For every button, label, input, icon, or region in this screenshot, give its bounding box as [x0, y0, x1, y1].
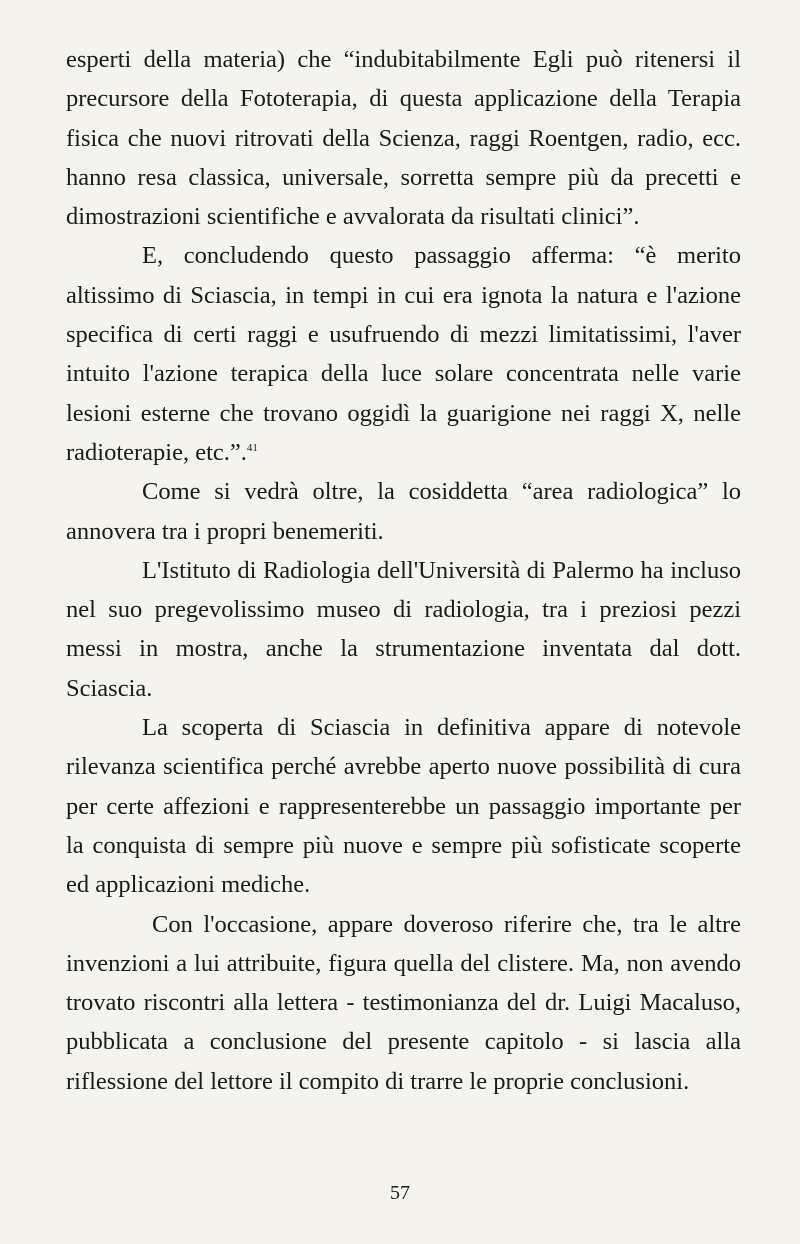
paragraph-5: La scoperta di Sciascia in definitiva appare di notevole rilevanza scientifica perché avrebbe aperto nuove possibilità di cura per certe affezioni e rappresenterebbe un passaggio importante per la conquista di sempre più nuove e sempre più sofisticate scoperte ed applicazioni mediche.: [66, 714, 741, 899]
paragraph-1: esperti della materia) che “indubitabilmente Egli può ritenersi il precursore della Fototerapia, di questa applicazione della Terapia fisica che nuovi ritrovati della Scienza, raggi Roentgen, radio, ecc. hanno resa classica, universale, sorretta sempre più da precetti e dimostrazioni scientifiche e avvalorata da risultati clinici”.: [66, 46, 741, 231]
paragraph-4: L'Istituto di Radiologia dell'Università di Palermo ha incluso nel suo pregevolissimo museo di radiologia, tra i preziosi pezzi messi in mostra, anche la strumentazione inventata dal dott. Sciascia.: [66, 556, 741, 702]
paragraph-3: Come si vedrà oltre, la cosiddetta “area radiologica” lo annovera tra i propri benemeriti.: [66, 478, 741, 545]
page-number: 57: [390, 1182, 410, 1204]
paragraph-2: [66, 236, 741, 472]
body-text: [66, 40, 741, 1101]
paragraph-6: Con l'occasione, appare doveroso riferire che, tra le altre invenzioni a lui attribuite, figura quella del clistere. Ma, non avendo trovato riscontri alla lettera - testimonianza del dr. Luigi Macaluso, pubblicata a conclusione del presente capitolo - si lascia alla riflessione del lettore il compito di trarre le proprie conclusioni.: [66, 910, 741, 1095]
paragraph-2-text: E, concludendo questo passaggio afferma: “è merito altissimo di Sciascia, in tempi in cui era ignota la natura e l'azione specifica di certi raggi e usufruendo di mezzi limitatissimi, l'aver intuito l'azione terapica della luce solare concentrata nelle varie lesioni esterne che trovano oggidì la guarigione nei raggi X, nelle radioterapie, etc.”.: [66, 242, 741, 466]
footnote-reference: 41: [246, 441, 258, 454]
